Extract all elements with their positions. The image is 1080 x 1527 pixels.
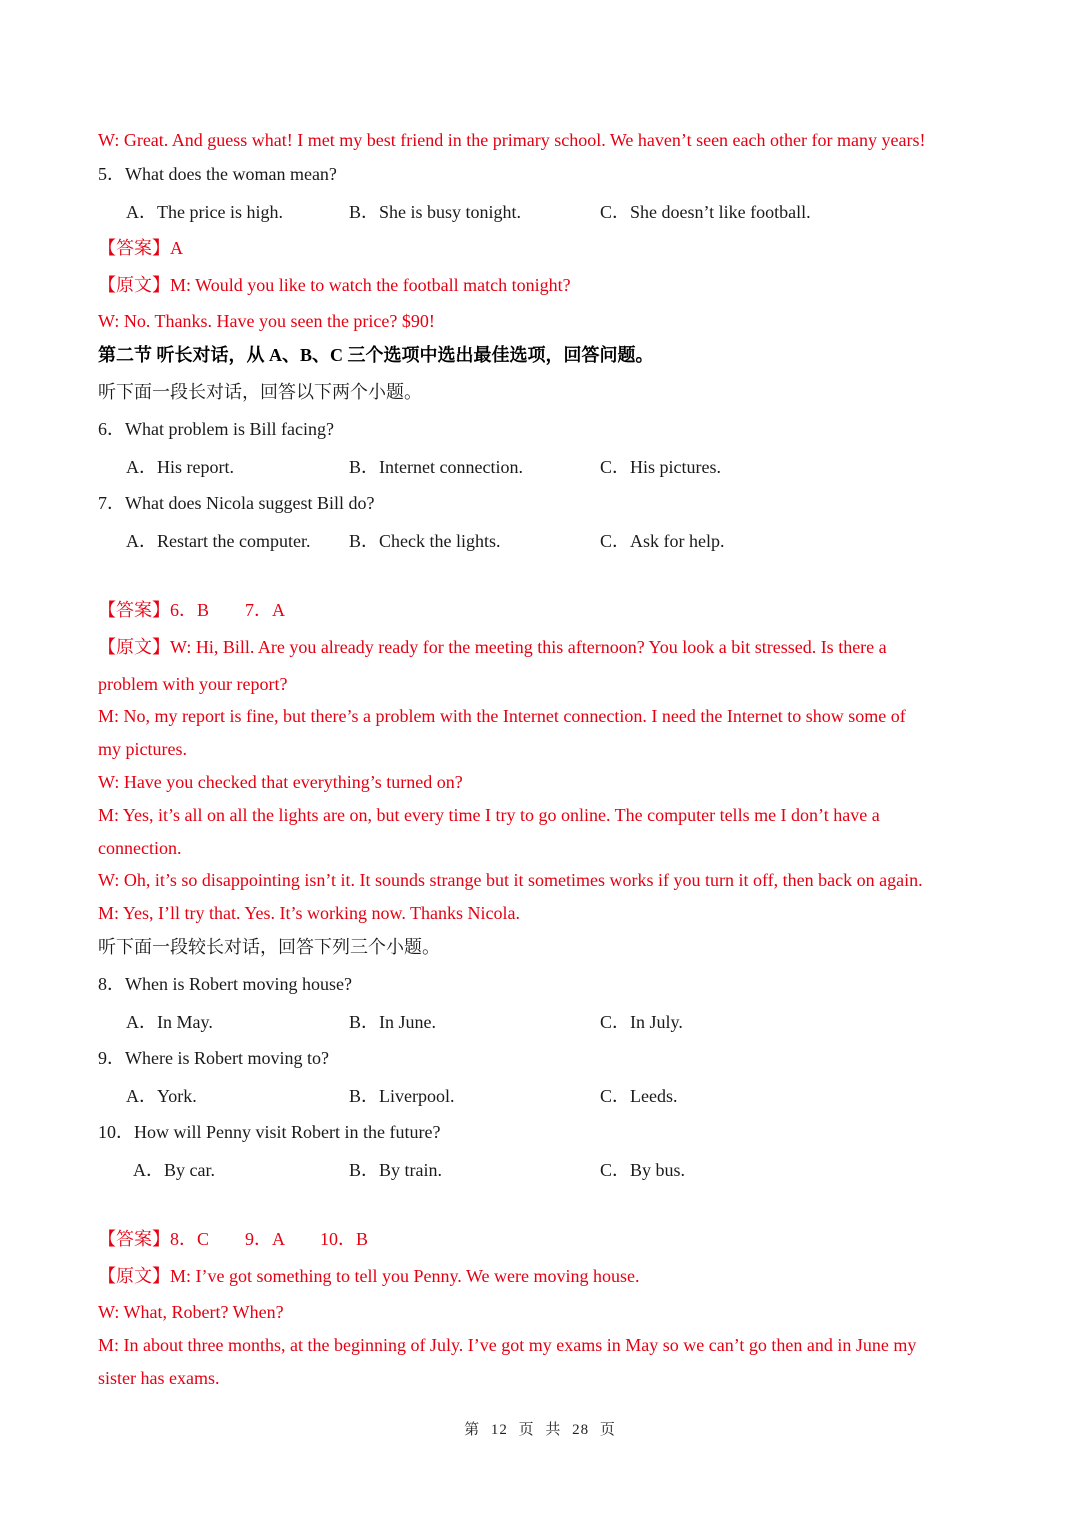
option-5a: A．The price is high.: [126, 202, 283, 222]
transcript-line: W: Oh, it’s so disappointing isn’t it. It sounds strange but it sometimes works if you turn it off, then back on again.: [98, 870, 923, 890]
transcript-line: 【原文】M: I’ve got something to tell you Penny. We were moving house.: [98, 1266, 640, 1286]
question-6: 6．What problem is Bill facing?: [98, 419, 334, 439]
footer-page-word: 页: [518, 1422, 535, 1438]
answer-6-7: 【答案】6．B 7．A: [98, 600, 286, 620]
option-9b: B．Liverpool.: [349, 1086, 455, 1106]
option-10a: A．By car.: [133, 1160, 215, 1180]
option-9c: C．Leeds.: [600, 1086, 678, 1106]
option-8c: C．In July.: [600, 1012, 683, 1032]
total-pages: 28: [572, 1422, 590, 1438]
option-5c: C．She doesn’t like football.: [600, 202, 811, 222]
answer-5: 【答案】A: [98, 238, 183, 258]
option-8b: B．In June.: [349, 1012, 436, 1032]
footer-prefix: 第: [464, 1422, 481, 1438]
transcript-line: 【原文】M: Would you like to watch the football match tonight?: [98, 275, 571, 295]
question-7: 7．What does Nicola suggest Bill do?: [98, 493, 375, 513]
transcript-line: W: Great. And guess what! I met my best friend in the primary school. We haven’t seen each other for many years!: [98, 130, 926, 150]
option-8a: A．In May.: [126, 1012, 213, 1032]
answer-8-10: 【答案】8．C 9．A 10．B: [98, 1229, 369, 1249]
transcript-line: sister has exams.: [98, 1368, 220, 1388]
section-heading: 第二节 听长对话，从 A、B、C 三个选项中选出最佳选项，回答问题。: [98, 345, 654, 365]
transcript-line: W: No. Thanks. Have you seen the price? $90!: [98, 311, 435, 331]
transcript-line: W: Have you checked that everything’s turned on?: [98, 772, 463, 792]
transcript-line: M: Yes, it’s all on all the lights are on, but every time I try to go online. The computer tells me I don’t have a: [98, 805, 880, 825]
page-number: 12: [490, 1422, 508, 1438]
transcript-line: M: No, my report is fine, but there’s a problem with the Internet connection. I need the Internet to show some of: [98, 706, 906, 726]
transcript-line: M: Yes, I’ll try that. Yes. It’s working now. Thanks Nicola.: [98, 903, 520, 923]
transcript-line: 【原文】W: Hi, Bill. Are you already ready for the meeting this afternoon? You look a bit stressed. Is there a: [98, 637, 887, 657]
footer-suffix: 页: [599, 1422, 616, 1438]
option-10c: C．By bus.: [600, 1160, 686, 1180]
option-7c: C．Ask for help.: [600, 531, 725, 551]
option-10b: B．By train.: [349, 1160, 442, 1180]
footer-total-word: 共: [545, 1422, 562, 1438]
question-10: 10．How will Penny visit Robert in the future?: [98, 1122, 441, 1142]
option-6a: A．His report.: [126, 457, 234, 477]
option-6b: B．Internet connection.: [349, 457, 523, 477]
option-7b: B．Check the lights.: [349, 531, 501, 551]
option-6c: C．His pictures.: [600, 457, 721, 477]
option-9a: A．York.: [126, 1086, 197, 1106]
page-footer: [0, 1418, 1080, 1439]
question-5: 5．What does the woman mean?: [98, 164, 337, 184]
transcript-line: connection.: [98, 838, 182, 858]
transcript-line: problem with your report?: [98, 674, 288, 694]
option-5b: B．She is busy tonight.: [349, 202, 522, 222]
instruction: 听下面一段较长对话，回答下列三个小题。: [98, 937, 440, 957]
question-8: 8．When is Robert moving house?: [98, 974, 352, 994]
instruction: 听下面一段长对话，回答以下两个小题。: [98, 382, 422, 402]
transcript-line: W: What, Robert? When?: [98, 1302, 284, 1322]
question-9: 9．Where is Robert moving to?: [98, 1048, 329, 1068]
option-7a: A．Restart the computer.: [126, 531, 311, 551]
transcript-line: M: In about three months, at the beginning of July. I’ve got my exams in May so we can’t go then and in June my: [98, 1335, 917, 1355]
transcript-line: my pictures.: [98, 739, 187, 759]
